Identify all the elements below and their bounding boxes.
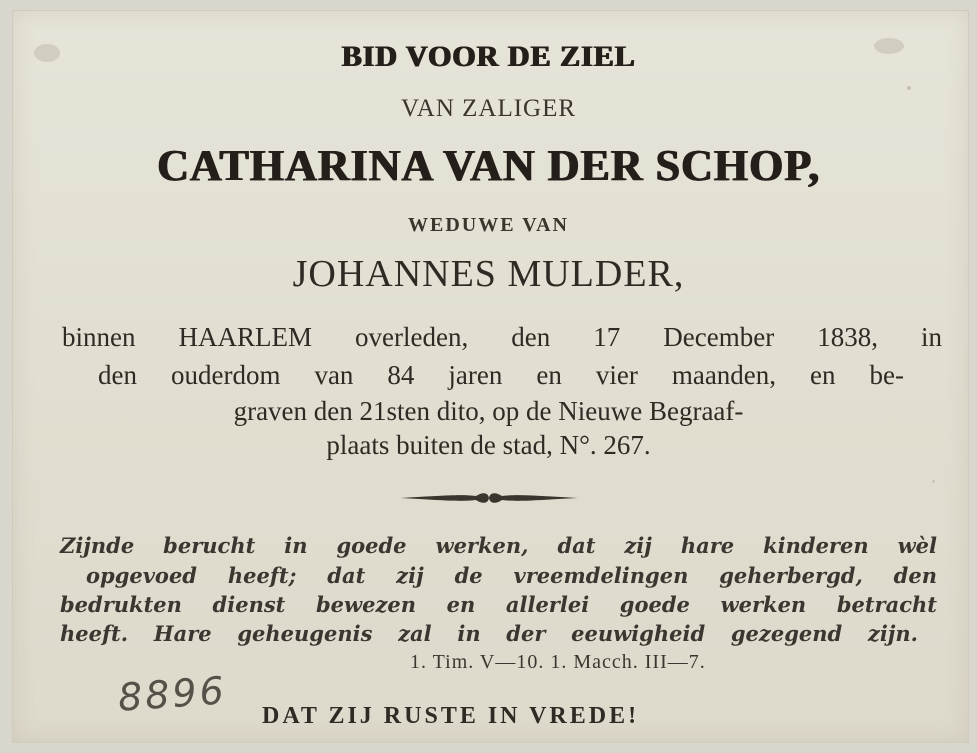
- handwritten-inventory-number: 8896: [116, 668, 229, 720]
- death-details-line: binnen HAARLEM overleden, den 17 December 1838, in: [62, 322, 942, 352]
- prayer-heading: BID VOOR DE ZIEL: [341, 40, 636, 73]
- death-details-line: plaats buiten de stad, N°. 267.: [326, 430, 651, 460]
- death-details-line: graven den 21sten dito, op de Nieuwe Begraaf-: [233, 396, 744, 426]
- scripture-quote-line: Zijnde berucht in goede werken, dat zij hare kinderen wèl: [60, 533, 937, 558]
- scripture-quote-line: bedrukten dienst bewezen en allerlei goede werken betracht: [60, 592, 937, 617]
- paper-speck: [907, 86, 911, 90]
- deceased-name: CATHARINA VAN DER SCHOP,: [157, 141, 820, 190]
- scripture-reference: 1. Tim. V—10. 1. Macch. III—7.: [410, 651, 706, 673]
- scripture-quote-line: opgevoed heeft; dat zij de vreemdelingen geherbergd, den: [86, 563, 937, 588]
- paper-speck: [932, 480, 935, 483]
- closing-prayer: DAT ZIJ RUSTE IN VREDE!: [262, 703, 640, 729]
- spouse-name: JOHANNES MULDER,: [292, 253, 685, 295]
- ornament-divider: [400, 490, 578, 506]
- relation-label: WEDUWE VAN: [408, 214, 569, 236]
- death-details-line: den ouderdom van 84 jaren en vier maanden, en be-: [98, 360, 904, 390]
- prayer-subheading: VAN ZALIGER: [400, 95, 577, 122]
- scripture-quote-line: heeft. Hare geheugenis zal in der eeuwigheid gezegend zijn.: [60, 621, 918, 646]
